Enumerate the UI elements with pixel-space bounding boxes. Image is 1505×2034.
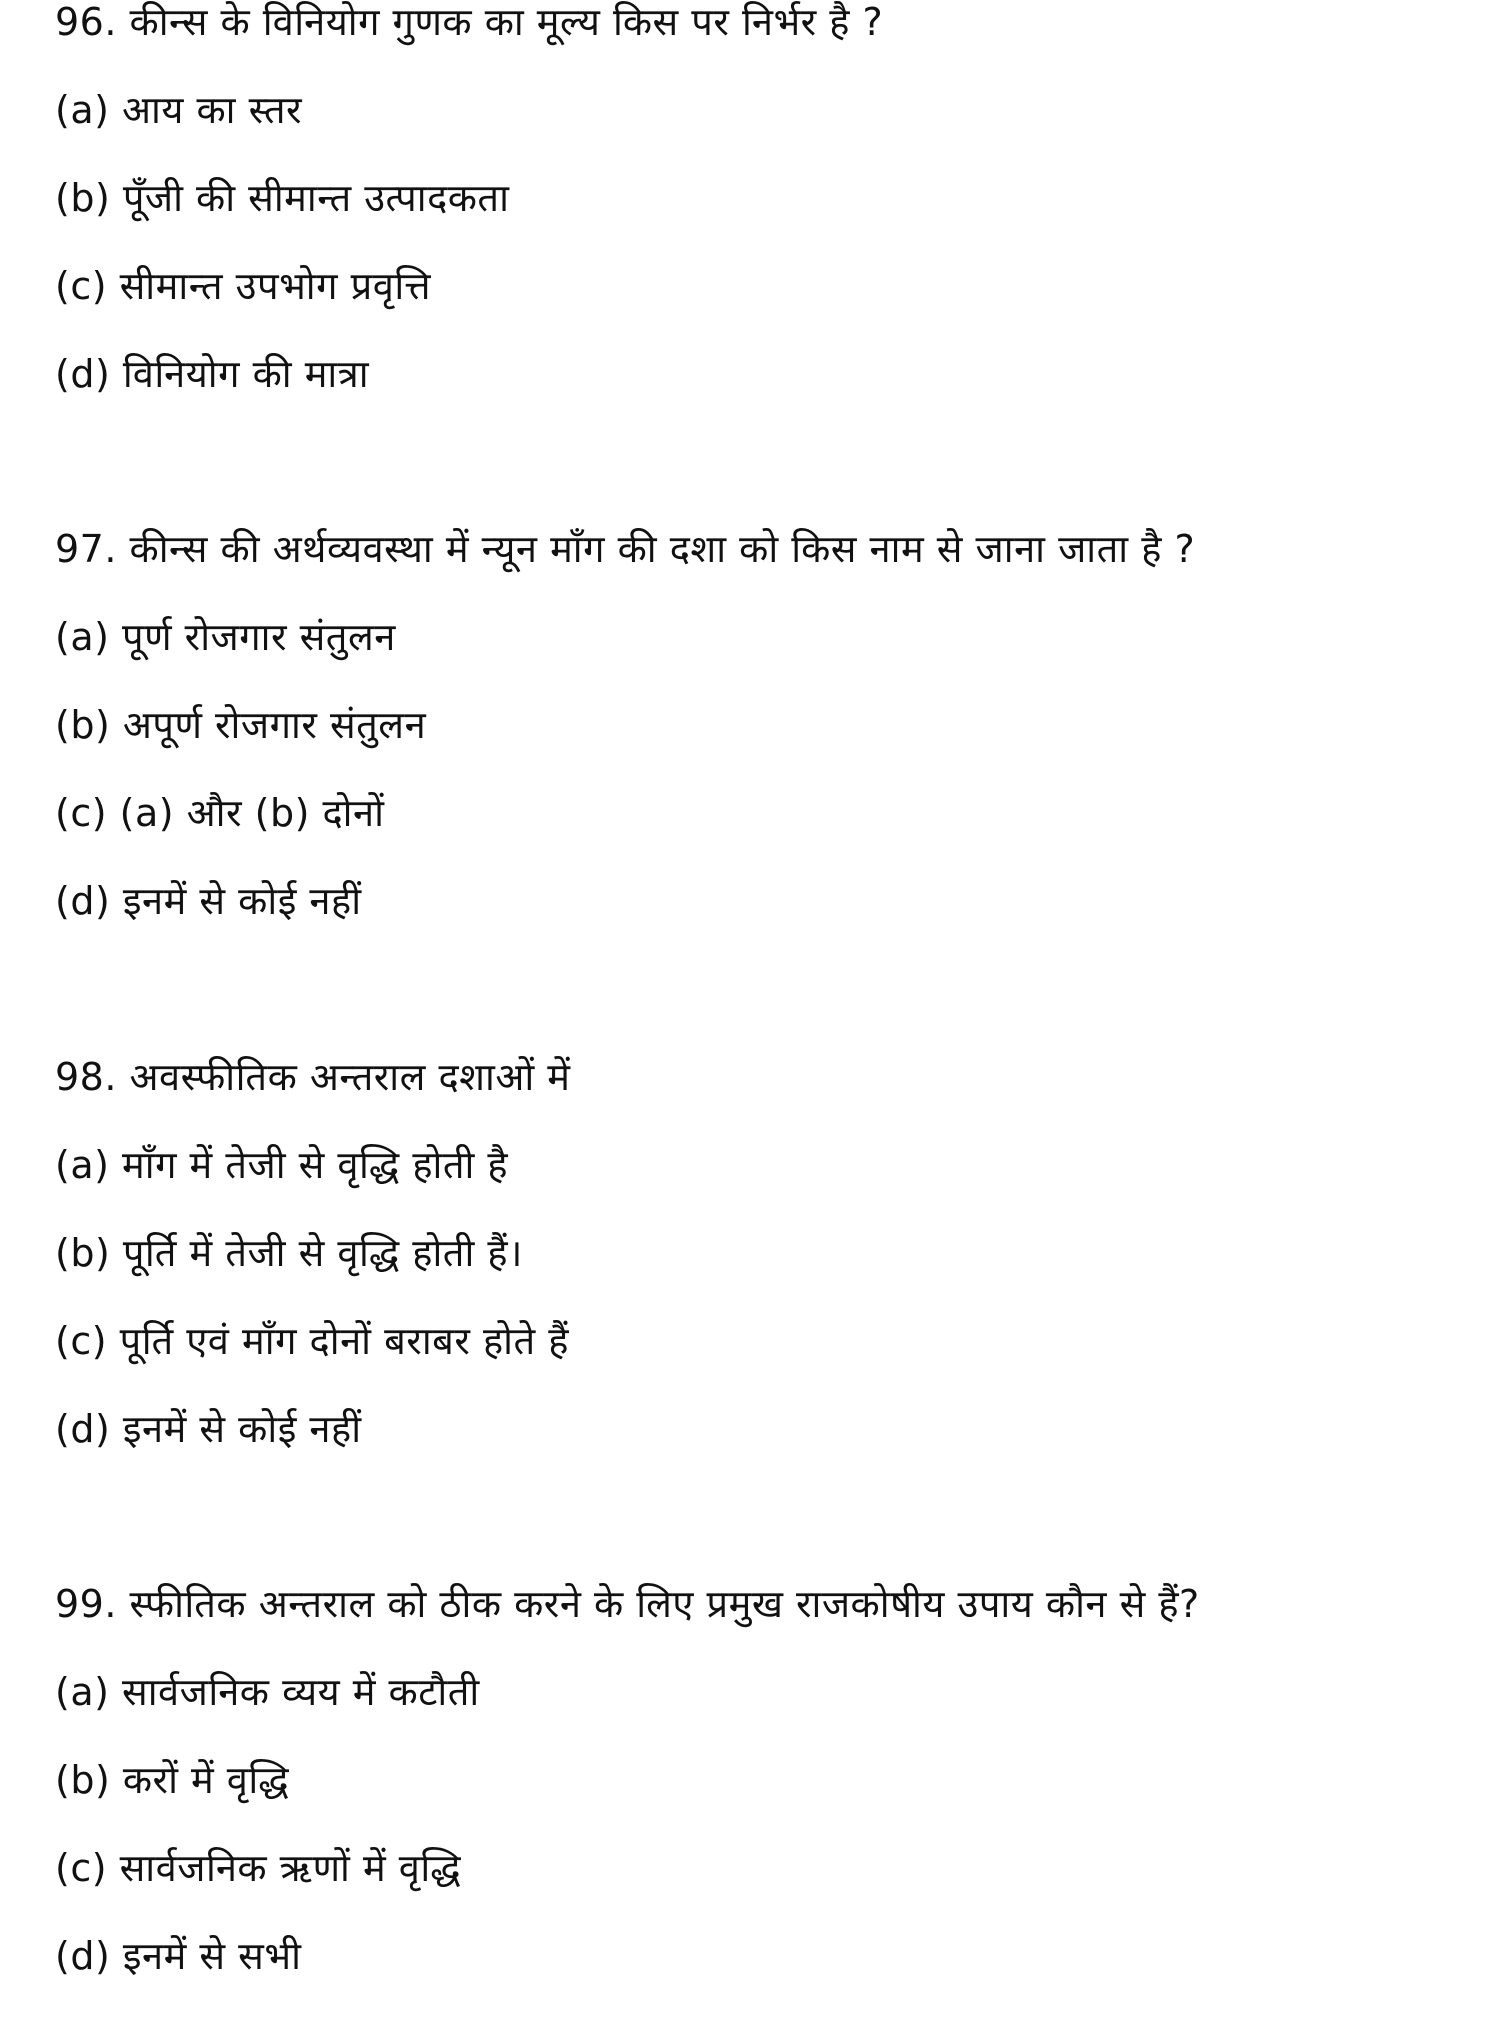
question-97 <box>55 505 1485 945</box>
option-d: (d) इनमें से कोई नहीं <box>55 1407 362 1451</box>
option-a: (a) पूर्ण रोजगार संतुलन <box>55 615 396 659</box>
option-c: (c) सार्वजनिक ऋणों में वृद्धि <box>55 1846 462 1890</box>
option-a: (a) सार्वजनिक व्यय में कटौती <box>55 1670 480 1714</box>
option-b: (b) करों में वृद्धि <box>55 1758 290 1802</box>
question-text: 98. अवस्फीतिक अन्तराल दशाओं में <box>55 1055 571 1099</box>
question-99 <box>55 1560 1485 2000</box>
option-b: (b) पूँजी की सीमान्त उत्पादकता <box>55 176 510 220</box>
option-c: (c) (a) और (b) दोनों <box>55 791 385 835</box>
option-d: (d) विनियोग की मात्रा <box>55 352 370 396</box>
option-b: (b) अपूर्ण रोजगार संतुलन <box>55 703 427 747</box>
option-b: (b) पूर्ति में तेजी से वृद्धि होती हैं। <box>55 1231 523 1275</box>
question-96 <box>55 0 1485 418</box>
option-a: (a) आय का स्तर <box>55 88 303 132</box>
option-c: (c) पूर्ति एवं माँग दोनों बराबर होते हैं <box>55 1319 569 1363</box>
option-a: (a) माँग में तेजी से वृद्धि होती है <box>55 1143 509 1187</box>
option-d: (d) इनमें से कोई नहीं <box>55 879 362 923</box>
question-text: 97. कीन्स की अर्थव्यवस्था में न्यून माँग की दशा को किस नाम से जाना जाता है ? <box>55 527 1196 571</box>
question-text: 99. स्फीतिक अन्तराल को ठीक करने के लिए प्रमुख राजकोषीय उपाय कौन से हैं? <box>55 1582 1200 1626</box>
question-98 <box>55 1033 1485 1473</box>
option-c: (c) सीमान्त उपभोग प्रवृत्ति <box>55 264 431 308</box>
option-d: (d) इनमें से सभी <box>55 1934 302 1978</box>
question-text: 96. कीन्स के विनियोग गुणक का मूल्य किस पर निर्भर है ? <box>55 0 884 44</box>
